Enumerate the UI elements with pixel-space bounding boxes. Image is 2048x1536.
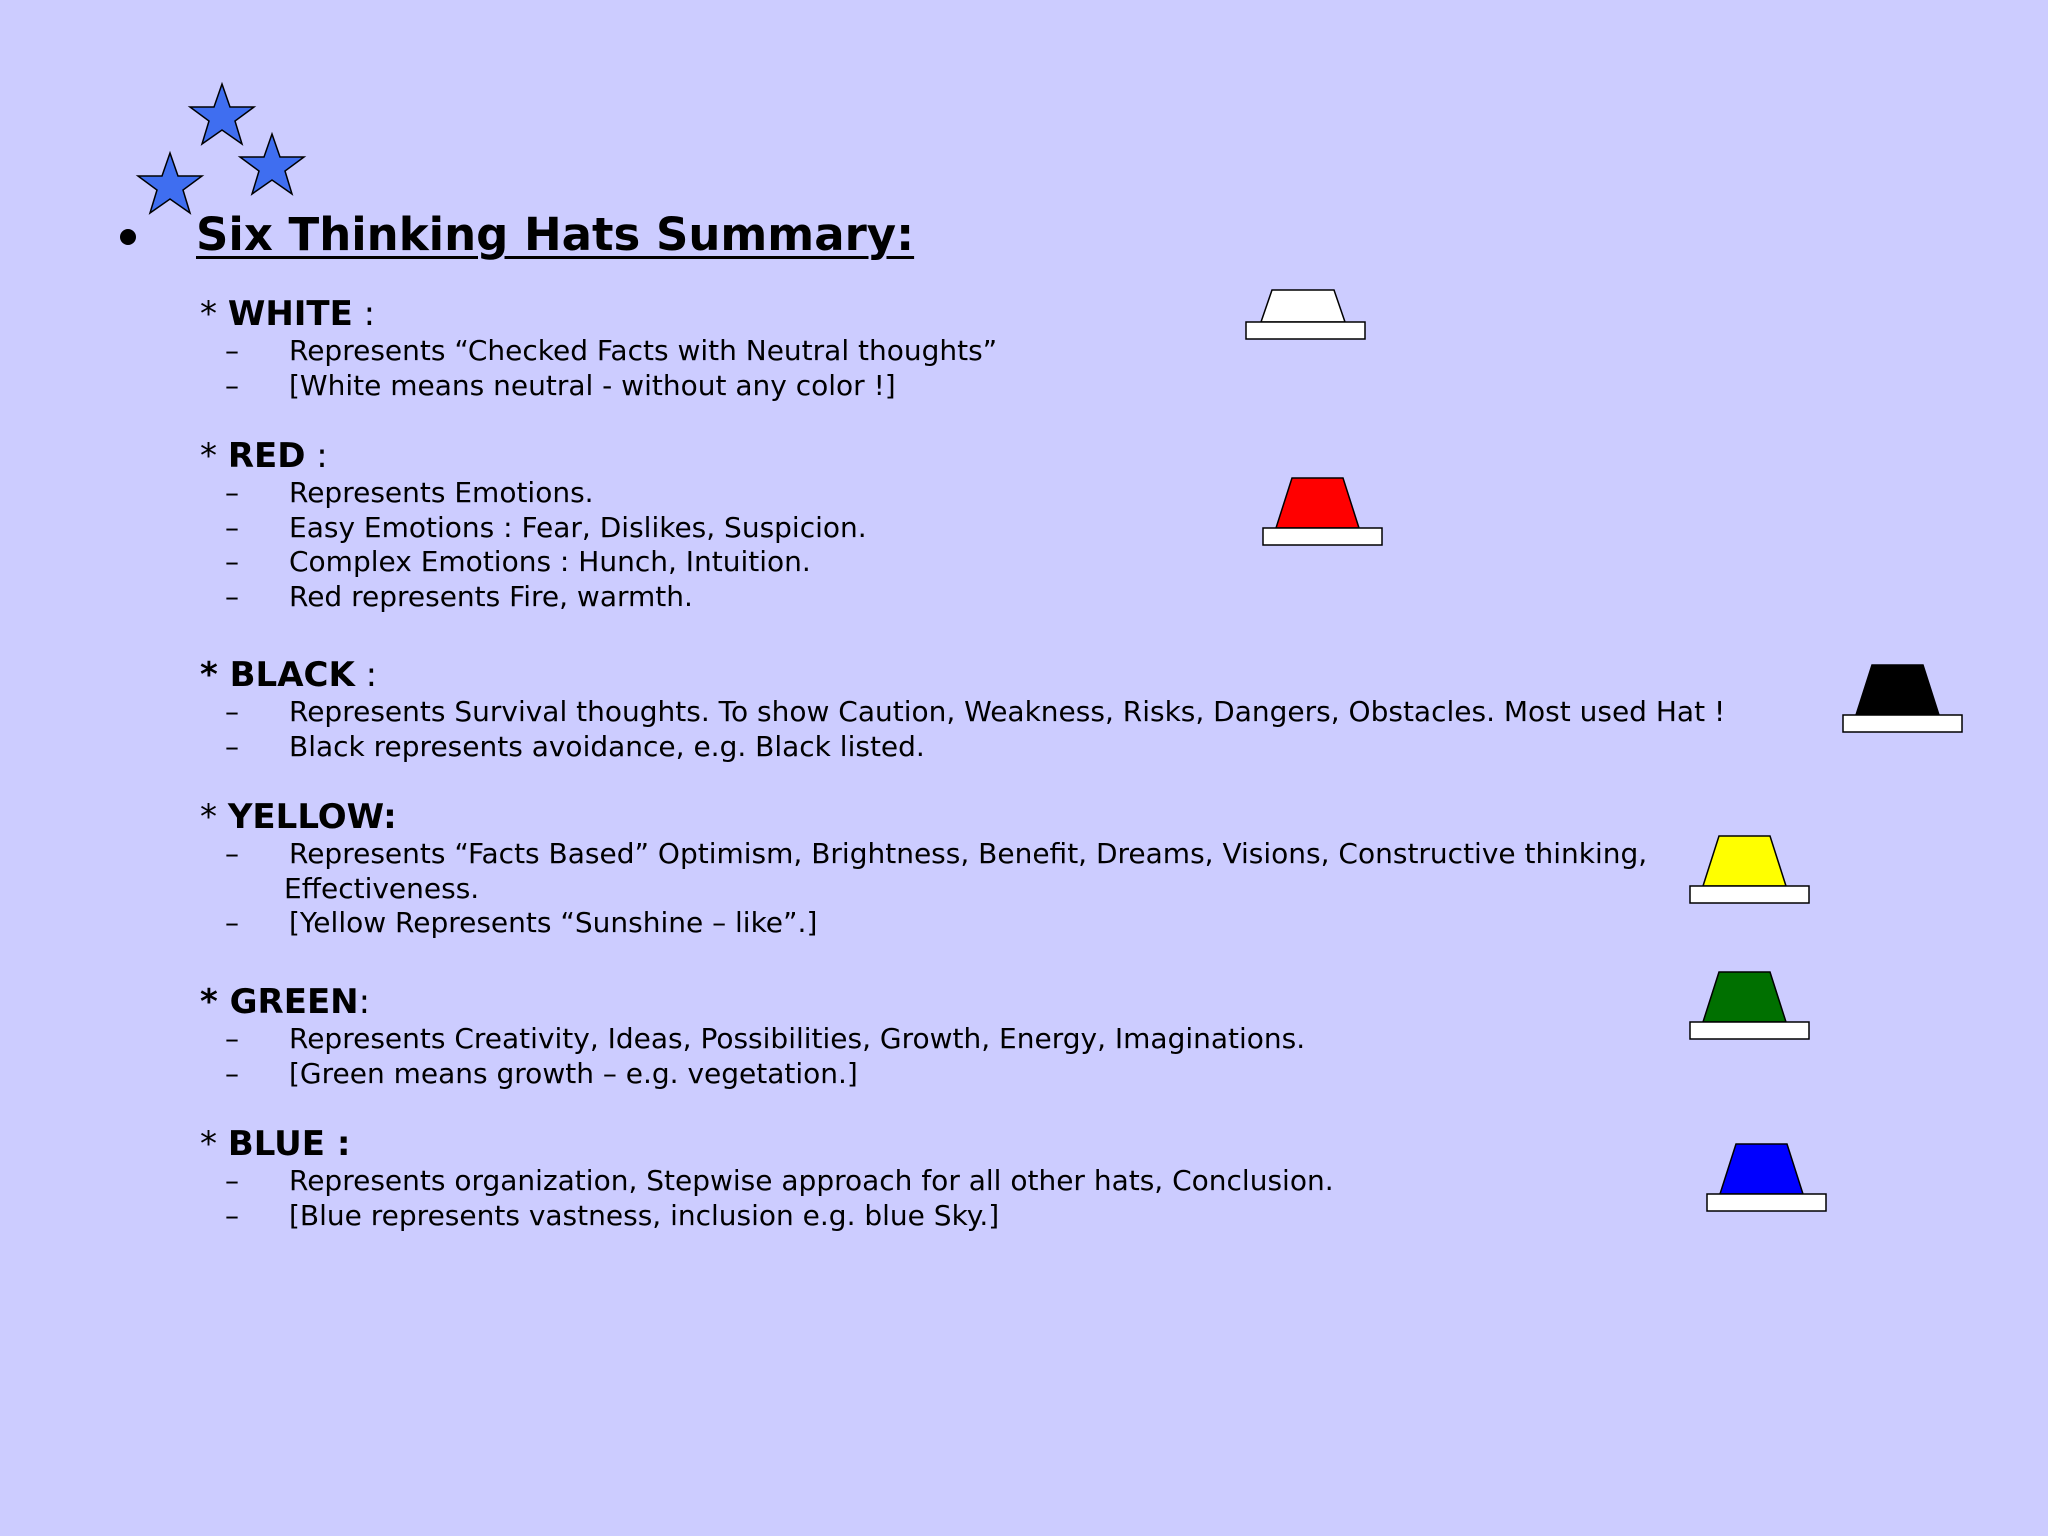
- section-heading-black: [200, 655, 1725, 695]
- page-title: Six Thinking Hats Summary:: [196, 207, 915, 261]
- item-text: [Blue represents vastness, inclusion e.g. blue Sky.]: [289, 1198, 1000, 1232]
- star-icon: [240, 134, 304, 194]
- dash-marker: –: [225, 545, 239, 578]
- section-red: [200, 436, 867, 614]
- list-item: [200, 1199, 1334, 1234]
- list-item: [200, 369, 997, 404]
- dash-marker: –: [225, 1198, 239, 1232]
- black-hat-icon: [1841, 663, 1965, 735]
- dash-marker: –: [225, 695, 239, 728]
- section-heading-red: [200, 436, 867, 476]
- heading-name: BLACK: [229, 655, 355, 695]
- list-item-continuation: [200, 872, 1647, 907]
- section-black: [200, 655, 1725, 764]
- green-hat-icon: [1688, 970, 1812, 1042]
- section-green: [200, 982, 1305, 1091]
- section-heading-yellow: [200, 797, 1647, 837]
- section-heading-blue: [200, 1124, 1334, 1164]
- heading-name: GREEN: [229, 982, 359, 1022]
- heading-star: *: [200, 294, 228, 334]
- dash-marker: –: [225, 476, 239, 509]
- item-text: [Green means growth – e.g. vegetation.]: [289, 1056, 858, 1090]
- list-item: [200, 695, 1725, 730]
- list-item: [200, 511, 867, 546]
- list-item: [200, 1022, 1305, 1057]
- item-text: Easy Emotions : Fear, Dislikes, Suspicion.: [289, 510, 867, 544]
- item-text: Complex Emotions : Hunch, Intuition.: [289, 545, 811, 578]
- list-item: [200, 580, 867, 615]
- dash-marker: –: [225, 510, 239, 544]
- dash-marker: –: [225, 1022, 239, 1055]
- list-item: [200, 1164, 1334, 1199]
- dash-marker: –: [225, 1164, 239, 1197]
- star-icon: [190, 84, 254, 144]
- heading-star: *: [200, 797, 228, 837]
- heading-colon: :: [305, 436, 328, 476]
- list-item: [200, 1057, 1305, 1092]
- section-heading-white: [200, 294, 997, 334]
- dash-marker: –: [225, 1056, 239, 1090]
- item-text: Effectiveness.: [284, 871, 480, 905]
- heading-star: *: [200, 982, 230, 1022]
- list-item: [200, 730, 1725, 765]
- section-heading-green: [200, 982, 1305, 1022]
- section-blue: [200, 1124, 1334, 1233]
- item-text: Represents Survival thoughts. To show Caution, Weakness, Risks, Dangers, Obstacles. Most used Hat !: [289, 695, 1726, 728]
- title-row: [120, 198, 914, 270]
- item-text: Represents “Facts Based” Optimism, Brightness, Benefit, Dreams, Visions, Constructive thinking,: [289, 837, 1648, 870]
- dash-marker: –: [225, 334, 239, 367]
- item-text: Represents Creativity, Ideas, Possibilities, Growth, Energy, Imaginations.: [289, 1022, 1306, 1055]
- heading-star: *: [200, 1124, 228, 1164]
- item-text: Represents “Checked Facts with Neutral thoughts”: [289, 334, 998, 367]
- dash-marker: –: [225, 579, 239, 613]
- item-text: [Yellow Represents “Sunshine – like”.]: [289, 906, 818, 939]
- heading-name: WHITE: [227, 294, 353, 334]
- heading-star: *: [200, 436, 228, 476]
- list-item: [200, 837, 1647, 872]
- list-item: [200, 545, 867, 580]
- heading-name: BLUE :: [227, 1124, 351, 1164]
- item-text: Represents organization, Stepwise approach for all other hats, Conclusion.: [289, 1164, 1334, 1197]
- heading-name: YELLOW:: [227, 797, 397, 837]
- dash-marker: –: [225, 368, 239, 402]
- dash-marker: –: [225, 906, 239, 939]
- blue-hat-icon: [1705, 1142, 1829, 1214]
- item-text: Black represents avoidance, e.g. Black listed.: [289, 729, 925, 763]
- list-item: [200, 906, 1647, 941]
- bullet-dot: [120, 229, 136, 245]
- item-text: Red represents Fire, warmth.: [289, 579, 693, 613]
- white-hat-icon: [1244, 288, 1368, 344]
- heading-colon: :: [352, 294, 376, 334]
- heading-colon: :: [358, 982, 371, 1022]
- dash-marker: –: [225, 837, 239, 870]
- list-item: [200, 334, 997, 369]
- item-text: [White means neutral - without any color !]: [289, 368, 896, 402]
- red-hat-icon: [1261, 476, 1385, 548]
- heading-name: RED: [227, 436, 306, 476]
- dash-marker: –: [225, 729, 239, 763]
- heading-colon: :: [354, 655, 378, 695]
- heading-star: *: [200, 655, 230, 695]
- section-yellow: [200, 797, 1647, 941]
- section-white: [200, 294, 997, 403]
- item-text: Represents Emotions.: [289, 476, 594, 509]
- yellow-hat-icon: [1688, 834, 1812, 906]
- list-item: [200, 476, 867, 511]
